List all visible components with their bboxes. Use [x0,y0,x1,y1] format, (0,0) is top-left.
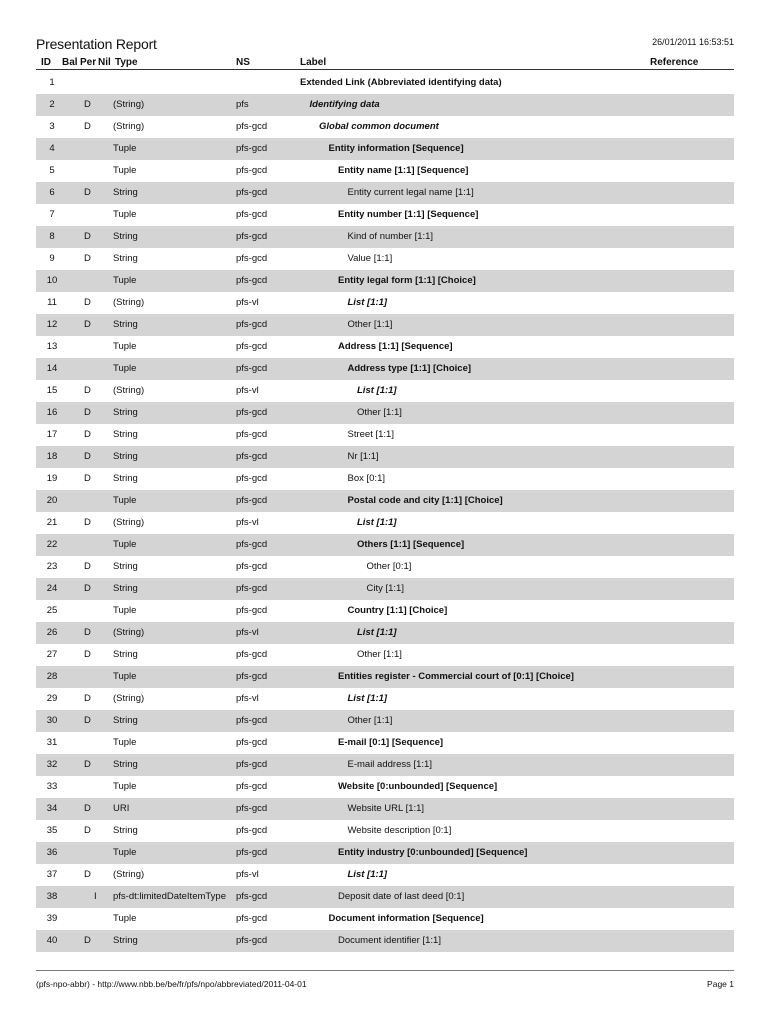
row-ns: pfs-gcd [236,605,268,616]
row-ns: pfs-gcd [236,803,268,814]
row-id: 17 [46,429,58,440]
table-row [36,864,734,886]
row-id: 8 [49,231,55,242]
row-type: Tuple [113,847,137,858]
row-ns: pfs-gcd [236,539,268,550]
row-ns: pfs-gcd [236,143,268,154]
row-bal: D [84,715,91,726]
row-type: pfs-dt:limitedDateItemType [113,891,226,902]
row-label: Entity name [1:1] [Sequence] [338,165,469,176]
row-id: 31 [46,737,58,748]
row-type: String [113,187,138,198]
row-ns: pfs-gcd [236,341,268,352]
row-type: Tuple [113,143,137,154]
row-bal: D [84,451,91,462]
row-ns: pfs-gcd [236,649,268,660]
row-type: String [113,825,138,836]
row-type: Tuple [113,737,137,748]
row-label: Entity information [Sequence] [328,143,464,154]
table-row [36,534,734,556]
row-id: 20 [46,495,58,506]
table-row [36,314,734,336]
row-ns: pfs-vl [236,869,259,880]
table-row [36,336,734,358]
row-bal: D [84,231,91,242]
header-bal: Bal [62,57,78,68]
row-id: 26 [46,627,58,638]
row-id: 36 [46,847,58,858]
row-type: (String) [113,385,145,396]
row-type: Tuple [113,165,137,176]
row-bal: D [84,759,91,770]
row-ns: pfs-gcd [236,781,268,792]
row-id: 10 [46,275,58,286]
footer-rule [36,970,734,971]
table-row [36,644,734,666]
row-label: List [1:1] [357,385,397,396]
row-label: Entity industry [0:unbounded] [Sequence] [338,847,528,858]
row-label: Other [1:1] [357,649,402,660]
row-ns: pfs-gcd [236,187,268,198]
row-ns: pfs-gcd [236,935,268,946]
row-bal: D [84,297,91,308]
row-id: 38 [46,891,58,902]
row-label: Deposit date of last deed [0:1] [338,891,465,902]
row-type: (String) [113,627,145,638]
row-id: 35 [46,825,58,836]
row-id: 40 [46,935,58,946]
table-row [36,138,734,160]
row-ns: pfs-gcd [236,825,268,836]
row-label: Website [0:unbounded] [Sequence] [338,781,498,792]
row-ns: pfs-gcd [236,165,268,176]
table-row [36,160,734,182]
table-row [36,248,734,270]
row-label: Postal code and city [1:1] [Choice] [347,495,503,506]
row-id: 3 [49,121,55,132]
header-label: Label [300,57,327,68]
row-ns: pfs-gcd [236,913,268,924]
row-ns: pfs-gcd [236,891,268,902]
table-row [36,182,734,204]
row-ns: pfs-gcd [236,473,268,484]
row-id: 23 [46,561,58,572]
row-id: 5 [49,165,55,176]
row-id: 11 [47,297,57,308]
table-row [36,446,734,468]
row-label: Entity current legal name [1:1] [347,187,474,198]
row-label: Website URL [1:1] [347,803,425,814]
row-label: List [1:1] [347,693,388,704]
table-row [36,380,734,402]
table-row [36,292,734,314]
table-row [36,688,734,710]
row-type: Tuple [113,341,137,352]
row-id: 34 [46,803,58,814]
row-type: String [113,473,138,484]
row-bal: D [84,319,91,330]
row-label: Kind of number [1:1] [347,231,434,242]
row-label: List [1:1] [357,517,397,528]
row-bal: D [84,473,91,484]
row-label: Document information [Sequence] [328,913,484,924]
row-bal: D [84,583,91,594]
table-row [36,622,734,644]
row-id: 39 [46,913,58,924]
table-row [36,754,734,776]
row-label: Entity number [1:1] [Sequence] [338,209,479,220]
row-type: Tuple [113,363,137,374]
row-label: Address type [1:1] [Choice] [347,363,472,374]
table-row [36,666,734,688]
row-type: (String) [113,99,145,110]
table-row [36,930,734,952]
row-type: String [113,715,138,726]
row-id: 37 [46,869,58,880]
row-type: Tuple [113,671,137,682]
table-row [36,94,734,116]
row-ns: pfs-gcd [236,737,268,748]
row-bal: D [84,121,91,132]
row-label: E-mail address [1:1] [347,759,432,770]
table-row [36,578,734,600]
header-per: Per [80,57,97,68]
footer-source: (pfs-npo-abbr) - http://www.nbb.be/be/fr/pfs/npo/abbreviated/2011-04-01 [36,979,307,989]
row-type: String [113,253,138,264]
report-datetime: 26/01/2011 16:53:51 [652,37,734,47]
row-ns: pfs-gcd [236,253,268,264]
row-id: 13 [46,341,58,352]
row-type: String [113,231,138,242]
row-id: 14 [46,363,58,374]
row-type: Tuple [113,539,137,550]
row-id: 21 [46,517,58,528]
row-nil: I [94,891,97,902]
row-ns: pfs-gcd [236,429,268,440]
header-type: Type [115,57,138,68]
row-id: 32 [46,759,58,770]
row-id: 24 [46,583,58,594]
row-type: String [113,429,138,440]
row-label: Address [1:1] [Sequence] [338,341,453,352]
row-ns: pfs-gcd [236,715,268,726]
row-ns: pfs-gcd [236,451,268,462]
row-ns: pfs-gcd [236,583,268,594]
row-bal: D [84,429,91,440]
row-id: 22 [46,539,58,550]
row-type: URI [113,803,130,814]
row-ns: pfs-vl [236,517,259,528]
row-ns: pfs-gcd [236,495,268,506]
row-ns: pfs-gcd [236,561,268,572]
row-type: (String) [113,297,145,308]
row-ns: pfs-vl [236,297,259,308]
row-id: 18 [46,451,58,462]
row-label: Entities register - Commercial court of [0:1] [Choice] [338,671,574,682]
table-row [36,600,734,622]
row-type: Tuple [113,495,137,506]
row-label: List [1:1] [347,869,388,880]
row-type: String [113,759,138,770]
row-bal: D [84,935,91,946]
row-id: 25 [46,605,58,616]
row-id: 12 [46,319,58,330]
header-id: ID [41,57,51,68]
row-label: List [1:1] [357,627,397,638]
row-bal: D [84,803,91,814]
row-id: 15 [46,385,58,396]
row-ns: pfs-gcd [236,275,268,286]
row-ns: pfs-gcd [236,121,268,132]
header-ns: NS [236,57,250,68]
table-row [36,908,734,930]
row-label: Others [1:1] [Sequence] [357,539,465,550]
row-type: String [113,561,138,572]
row-ns: pfs-gcd [236,209,268,220]
row-type: String [113,583,138,594]
row-bal: D [84,253,91,264]
table-row [36,776,734,798]
row-bal: D [84,825,91,836]
row-label: Box [0:1] [347,473,385,484]
row-label: Identifying data [309,99,380,110]
table-row [36,556,734,578]
row-id: 4 [49,143,55,154]
row-label: Street [1:1] [347,429,394,440]
row-type: String [113,649,138,660]
row-type: String [113,407,138,418]
row-id: 6 [49,187,55,198]
row-type: (String) [113,121,145,132]
table-row [36,468,734,490]
row-label: Website description [0:1] [347,825,452,836]
row-bal: D [84,99,91,110]
row-id: 28 [46,671,58,682]
row-id: 2 [49,99,55,110]
row-ns: pfs-gcd [236,319,268,330]
row-type: Tuple [113,781,137,792]
footer-page-number: Page 1 [707,979,734,989]
row-ns: pfs-vl [236,385,259,396]
row-bal: D [84,407,91,418]
table-row [36,842,734,864]
row-id: 19 [46,473,58,484]
table-row [36,204,734,226]
row-label: Other [1:1] [347,715,393,726]
row-type: (String) [113,869,145,880]
row-bal: D [84,517,91,528]
row-ns: pfs [236,99,249,110]
row-ns: pfs-gcd [236,847,268,858]
row-bal: D [84,385,91,396]
row-bal: D [84,869,91,880]
row-bal: D [84,187,91,198]
row-ns: pfs-gcd [236,759,268,770]
header-reference: Reference [650,57,699,68]
row-label: Global common document [319,121,439,132]
row-label: Other [1:1] [347,319,393,330]
header-rule [36,69,734,70]
row-type: (String) [113,517,145,528]
row-ns: pfs-vl [236,693,259,704]
row-label: City [1:1] [366,583,404,594]
row-type: Tuple [113,605,137,616]
row-type: String [113,935,138,946]
table-row [36,72,734,94]
row-type: Tuple [113,209,137,220]
row-type: Tuple [113,275,137,286]
row-bal: D [84,561,91,572]
row-type: String [113,451,138,462]
table-row [36,732,734,754]
row-id: 16 [46,407,58,418]
row-id: 29 [46,693,58,704]
table-row [36,798,734,820]
row-ns: pfs-gcd [236,363,268,374]
row-ns: pfs-vl [236,627,259,638]
header-nil: Nil [98,57,111,68]
row-label: Value [1:1] [347,253,393,264]
row-bal: D [84,693,91,704]
row-label: Other [1:1] [357,407,402,418]
table-row [36,820,734,842]
report-title: Presentation Report [36,36,157,52]
row-id: 9 [49,253,55,264]
row-id: 7 [49,209,55,220]
row-bal: D [84,627,91,638]
table-row [36,358,734,380]
row-id: 27 [46,649,58,660]
report-table [36,72,734,952]
row-type: String [113,319,138,330]
table-row [36,886,734,908]
table-row [36,490,734,512]
row-id: 30 [46,715,58,726]
row-bal: D [84,649,91,660]
row-label: Document identifier [1:1] [338,935,441,946]
row-ns: pfs-gcd [236,671,268,682]
row-ns: pfs-gcd [236,407,268,418]
table-row [36,710,734,732]
table-row [36,424,734,446]
row-label: Other [0:1] [366,561,412,572]
row-label: Entity legal form [1:1] [Choice] [338,275,476,286]
row-id: 1 [49,77,55,88]
row-type: (String) [113,693,145,704]
table-row [36,226,734,248]
row-label: E-mail [0:1] [Sequence] [338,737,444,748]
row-ns: pfs-gcd [236,231,268,242]
table-row [36,270,734,292]
row-id: 33 [46,781,58,792]
table-row [36,512,734,534]
row-label: Country [1:1] [Choice] [347,605,448,616]
row-type: Tuple [113,913,137,924]
row-label: Nr [1:1] [347,451,379,462]
table-row [36,116,734,138]
row-label: List [1:1] [347,297,388,308]
table-row [36,402,734,424]
row-label: Extended Link (Abbreviated identifying data) [300,77,502,88]
